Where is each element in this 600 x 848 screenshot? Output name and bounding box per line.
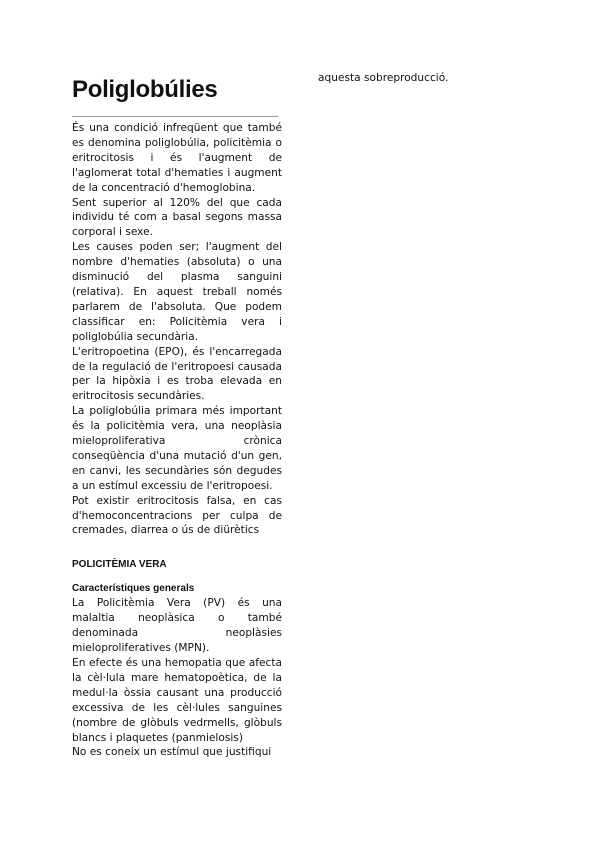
page-title: Poliglobúlies [72, 76, 218, 103]
section-heading: POLICITÈMIA VERA [72, 559, 167, 571]
paragraph-threshold: Sent superior al 120% del que cada individu té com a basal segons massa corporal i sexe. [72, 196, 282, 239]
paragraph-pv-stimulus: No es coneix un estímul que justifiqui [72, 746, 272, 759]
paragraph-epo: L'eritropoetina (EPO), és l'encarregada de la regulació de l'eritropoesi causada per la hipòxia i es troba elevada en eritrocitosis secundàries. [72, 345, 282, 403]
paragraph-intro: És una condició infreqüent que també es denomina poliglobúlia, policitèmia o eritrocitosis i és l'augment de l'aglomerat total d'hematies i augment de la concentració d'hemoglobina. [72, 122, 282, 194]
paragraph-false: Pot existir eritrocitosis falsa, en cas d'hemoconcentracions per culpa de cremades, diarrea o ús de diürètics [72, 494, 282, 537]
paragraph-pv-definition: La Policitèmia Vera (PV) és una malaltia neoplàsica o també denominada neoplàsies mieloproliferatives (MPN). [72, 597, 282, 655]
subheading: Característiques generals [72, 583, 195, 595]
paragraph-primary: La poliglobúlia primara més important és la policitèmia vera, una neoplàsia mieloproliferativa crònica conseqüència d'una mutació d'un gen, en canvi, les secundàries són degudes a un estímul excessiu de l'eritropoesi. [72, 405, 282, 492]
continued-text: aquesta sobreproducció. [318, 72, 449, 84]
title-divider [72, 116, 278, 117]
paragraph-pv-effect: En efecte és una hemopatia que afecta la cèl·lula mare hematopoètica, de la medul·la òssia causant una producció excessiva de les cèl·lules sanguines (nombre de glòbuls vedrmells, glòbuls blancs i plaquetes (panmielosis) [72, 657, 282, 744]
left-column [72, 70, 282, 760]
paragraph-causes: Les causes poden ser; l'augment del nombre d'hematies (absoluta) o una disminució del plasma sanguini (relativa). En aquest treball només parlarem de l'absoluta. Que podem classificar en: Policitèmia vera i poliglobúlia secundària. [72, 241, 282, 343]
right-column [318, 71, 528, 86]
